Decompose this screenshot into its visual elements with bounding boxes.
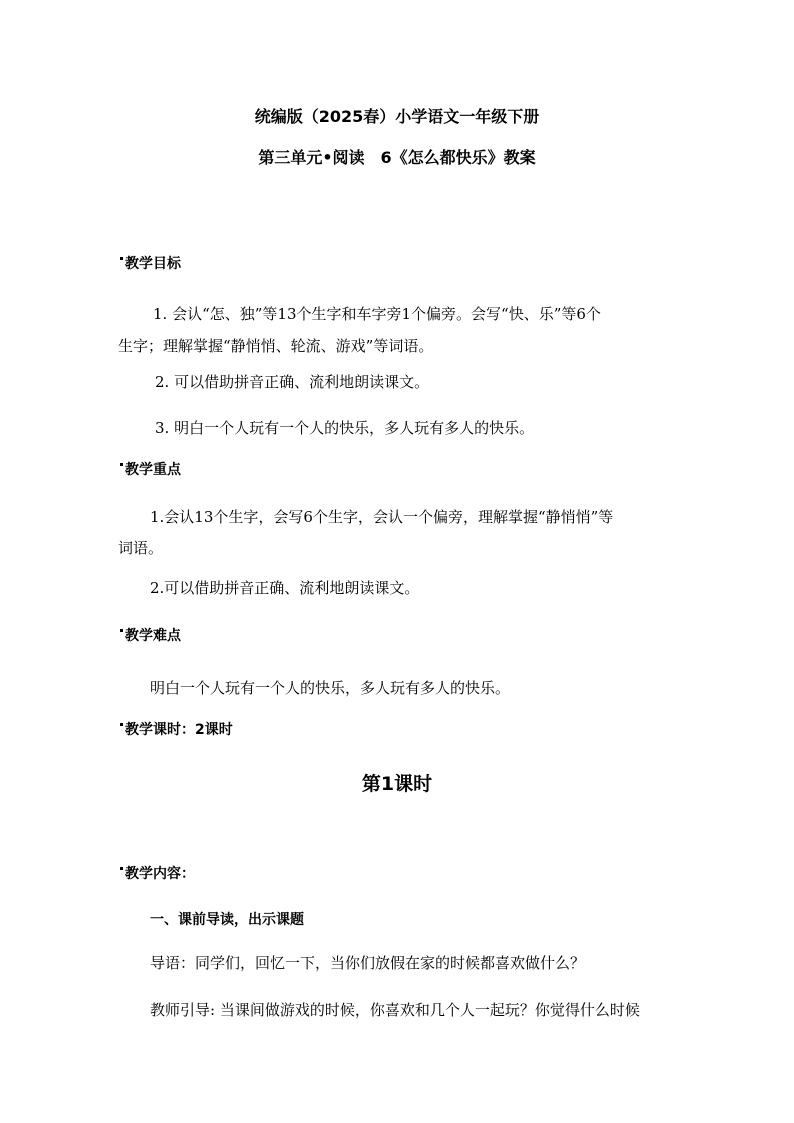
periods-heading-text: 教学课时：2课时	[125, 722, 233, 738]
objective-item-1-line1: 1. 会认“怎、独”等13个生字和车字旁1个偏旁。会写“快、乐”等6个	[153, 305, 601, 323]
content-heading-text: 教学内容：	[125, 866, 195, 882]
document-title-line2: 第三单元•阅读 6《怎么都快乐》教案	[258, 148, 536, 167]
periods-heading	[120, 720, 233, 740]
objectives-heading	[120, 254, 181, 274]
bullet-icon	[120, 723, 123, 726]
bullet-icon	[120, 629, 123, 632]
lesson-title: 第1课时	[361, 773, 433, 795]
content-heading	[120, 864, 195, 884]
intro-text: 导语：同学们，回忆一下，当你们放假在家的时候都喜欢做什么？	[150, 954, 586, 972]
difficulties-text: 明白一个人玩有一个人的快乐，多人玩有多人的快乐。	[150, 679, 511, 697]
document-title-line1: 统编版（2025春）小学语文一年级下册	[254, 107, 540, 126]
key-points-heading-text: 教学重点	[125, 462, 181, 478]
bullet-icon	[120, 257, 123, 260]
key-point-item-1-line2: 词语。	[118, 539, 164, 557]
key-point-item-1-line1: 1.会认13个生字，会写6个生字，会认一个偏旁，理解掌握“静悄悄”等	[150, 508, 614, 526]
objective-item-3: 3. 明白一个人玩有一个人的快乐，多人玩有多人的快乐。	[155, 419, 535, 437]
difficulties-heading	[120, 626, 181, 646]
step1-heading: 一、课前导读，出示课题	[150, 912, 304, 928]
difficulties-heading-text: 教学难点	[125, 628, 181, 644]
bullet-icon	[120, 463, 123, 466]
objective-item-1-line2: 生字；理解掌握“静悄悄、轮流、游戏”等词语。	[118, 337, 434, 355]
bullet-icon	[120, 867, 123, 870]
objectives-heading-text: 教学目标	[125, 256, 181, 272]
key-point-item-2: 2.可以借助拼音正确、流利地朗读课文。	[150, 579, 420, 597]
objective-item-2: 2. 可以借助拼音正确、流利地朗读课文。	[155, 373, 430, 391]
guide-text: 教师引导: 当课间做游戏的时候，你喜欢和几个人一起玩？你觉得什么时候	[150, 1001, 640, 1019]
key-points-heading	[120, 460, 181, 480]
